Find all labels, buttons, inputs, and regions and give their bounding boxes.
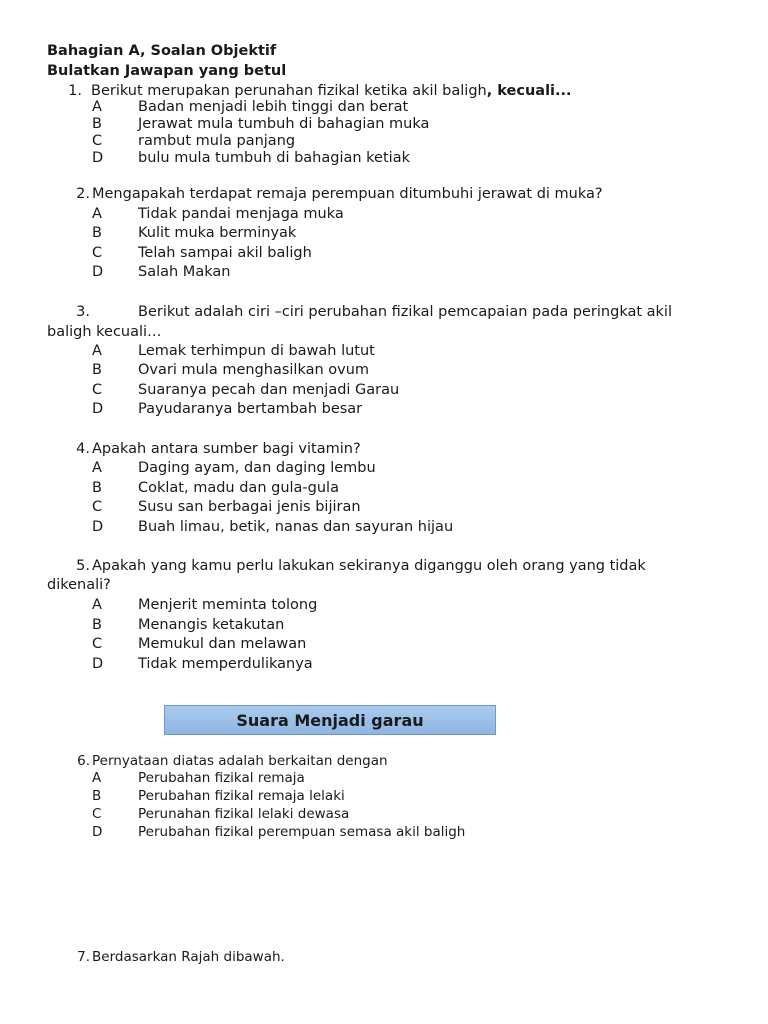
option-letter[interactable]: B [92,362,102,378]
question-number: 6. [77,753,90,769]
option-text: Kulit muka berminyak [138,225,297,241]
option-letter[interactable]: D [92,824,103,840]
option-text: Payudaranya bertambah besar [138,401,363,417]
option-text: Coklat, madu dan gula-gula [138,480,339,496]
option-text: Suaranya pecah dan menjadi Garau [138,382,400,398]
option-letter[interactable]: C [92,499,103,515]
option-text: bulu mula tumbuh di bahagian ketiak [138,150,410,166]
question-number: 4. [76,441,90,457]
option-text: Salah Makan [138,264,231,280]
question-text: Apakah yang kamu perlu lakukan sekiranya diganggu oleh orang yang tidak [92,558,646,574]
question-number: 5. [76,558,90,574]
option-letter[interactable]: D [92,150,104,166]
option-letter[interactable]: C [92,806,102,822]
option-letter[interactable]: B [92,116,102,132]
option-text: Tidak memperdulikanya [138,656,313,672]
option-text: Ovari mula menghasilkan ovum [138,362,370,378]
option-letter[interactable]: A [92,460,102,476]
option-text: Jerawat mula tumbuh di bahagian muka [138,116,430,132]
option-letter[interactable]: A [92,206,102,222]
option-letter[interactable]: C [92,382,103,398]
question-text: Pernyataan diatas adalah berkaitan dengan [92,753,388,769]
option-text: Buah limau, betik, nanas dan sayuran hijau [138,519,454,535]
question-text-continued: dikenali? [47,577,111,593]
option-letter[interactable]: A [92,99,102,115]
option-letter[interactable]: B [92,617,102,633]
option-letter[interactable]: C [92,133,103,149]
option-text: Perubahan fizikal remaja [138,770,305,786]
option-text: Lemak terhimpun di bawah lutut [138,343,375,359]
option-letter[interactable]: D [92,264,104,280]
question-number: 2. [76,186,90,202]
option-text: Badan menjadi lebih tinggi dan berat [138,99,409,115]
instruction: Bulatkan Jawapan yang betul [47,63,287,79]
section-title: Bahagian A, Soalan Objektif [47,43,277,59]
option-letter[interactable]: C [92,636,103,652]
option-text: rambut mula panjang [138,133,296,149]
option-letter[interactable]: D [92,656,104,672]
option-letter[interactable]: B [92,480,102,496]
option-text: Menangis ketakutan [138,617,285,633]
question-number: 3. [76,304,90,320]
statement-banner: Suara Menjadi garau [164,705,496,735]
option-letter[interactable]: D [92,519,104,535]
option-text: Telah sampai akil baligh [138,245,312,261]
question-number: 7. [77,949,90,965]
question-emphasis: , kecuali... [486,83,572,99]
option-text: Perunahan fizikal lelaki dewasa [138,806,350,822]
option-letter[interactable]: A [92,597,102,613]
option-letter[interactable]: A [92,343,102,359]
option-text: Memukul dan melawan [138,636,307,652]
question-text [91,83,572,99]
option-letter[interactable]: B [92,225,102,241]
option-text: Daging ayam, dan daging lembu [138,460,376,476]
question-number: 1. [68,83,82,99]
question-text: Apakah antara sumber bagi vitamin? [92,441,361,457]
question-text: Berikut adalah ciri –ciri perubahan fizikal pemcapaian pada peringkat akil [138,304,672,320]
option-letter[interactable]: A [92,770,102,786]
option-text: Perubahan fizikal remaja lelaki [138,788,345,804]
question-text-main: Berikut merupakan perunahan fizikal ketika akil baligh [91,83,487,99]
option-letter[interactable]: B [92,788,102,804]
question-text: Mengapakah terdapat remaja perempuan ditumbuhi jerawat di muka? [92,186,603,202]
question-text-continued: baligh kecuali… [47,324,162,340]
option-text: Perubahan fizikal perempuan semasa akil baligh [138,824,466,840]
question-text: Berdasarkan Rajah dibawah. [92,949,285,965]
option-letter[interactable]: C [92,245,103,261]
option-text: Susu san berbagai jenis bijiran [138,499,361,515]
option-text: Tidak pandai menjaga muka [138,206,344,222]
option-text: Menjerit meminta tolong [138,597,318,613]
option-letter[interactable]: D [92,401,104,417]
